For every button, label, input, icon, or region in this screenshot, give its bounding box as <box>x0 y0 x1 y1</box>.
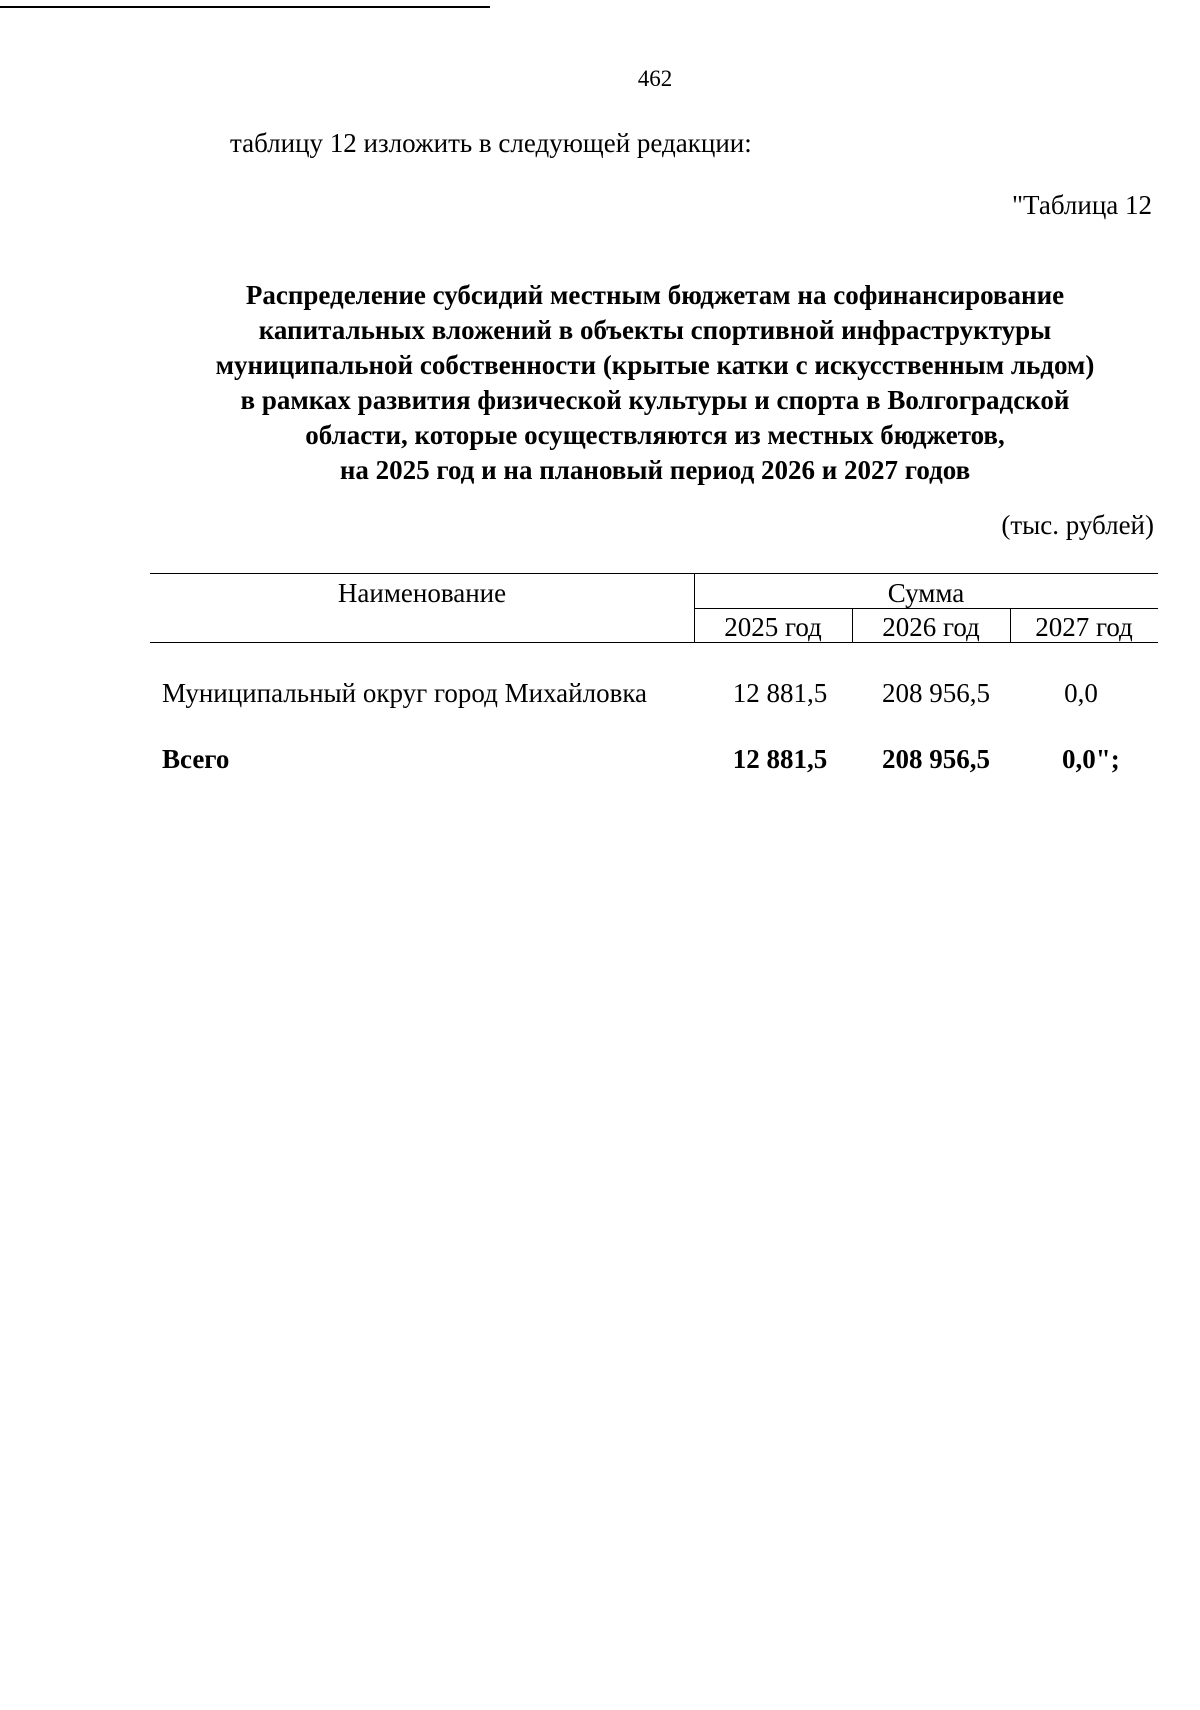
title-line: Распределение субсидий местным бюджетам на софинансирование <box>245 280 1065 310</box>
top-edge-rule <box>0 6 490 8</box>
document-title <box>150 278 1160 488</box>
header-year-2026: 2026 год <box>882 612 980 642</box>
header-name: Наименование <box>337 578 507 608</box>
total-value-2025: 12 881,5 <box>732 744 828 774</box>
total-value-2027: 0,0"; <box>1062 744 1120 774</box>
table-caption: "Таблица 12 <box>1012 190 1152 220</box>
row-value-2026: 208 956,5 <box>882 678 990 708</box>
table-header-bottom-rule <box>150 642 1158 643</box>
row-value-2027: 0,0 <box>1064 678 1098 708</box>
header-sum: Сумма <box>887 578 965 608</box>
header-year-2025: 2025 год <box>724 612 822 642</box>
total-value-2026: 208 956,5 <box>882 744 990 774</box>
intro-text: таблицу 12 изложить в следующей редакции: <box>230 128 752 158</box>
row-name: Муниципальный округ город Михайловка <box>162 678 648 708</box>
title-line: области, которые осуществляются из местных бюджетов, <box>305 420 1005 450</box>
header-year-2027: 2027 год <box>1035 612 1133 642</box>
title-line: в рамках развития физической культуры и спорта в Волгоградской <box>240 385 1070 415</box>
units-label: (тыс. рублей) <box>1001 510 1154 540</box>
title-line: муниципальной собственности (крытые катки с искусственным льдом) <box>215 350 1095 380</box>
page-number: 462 <box>637 66 673 91</box>
table-top-rule <box>150 573 1158 574</box>
sum-header-rule <box>694 608 1158 609</box>
title-line: капитальных вложений в объекты спортивной инфраструктуры <box>258 315 1052 345</box>
total-label: Всего <box>162 744 230 774</box>
title-line: на 2025 год и на плановый период 2026 и 2027 годов <box>339 455 971 485</box>
row-value-2025: 12 881,5 <box>732 678 828 708</box>
